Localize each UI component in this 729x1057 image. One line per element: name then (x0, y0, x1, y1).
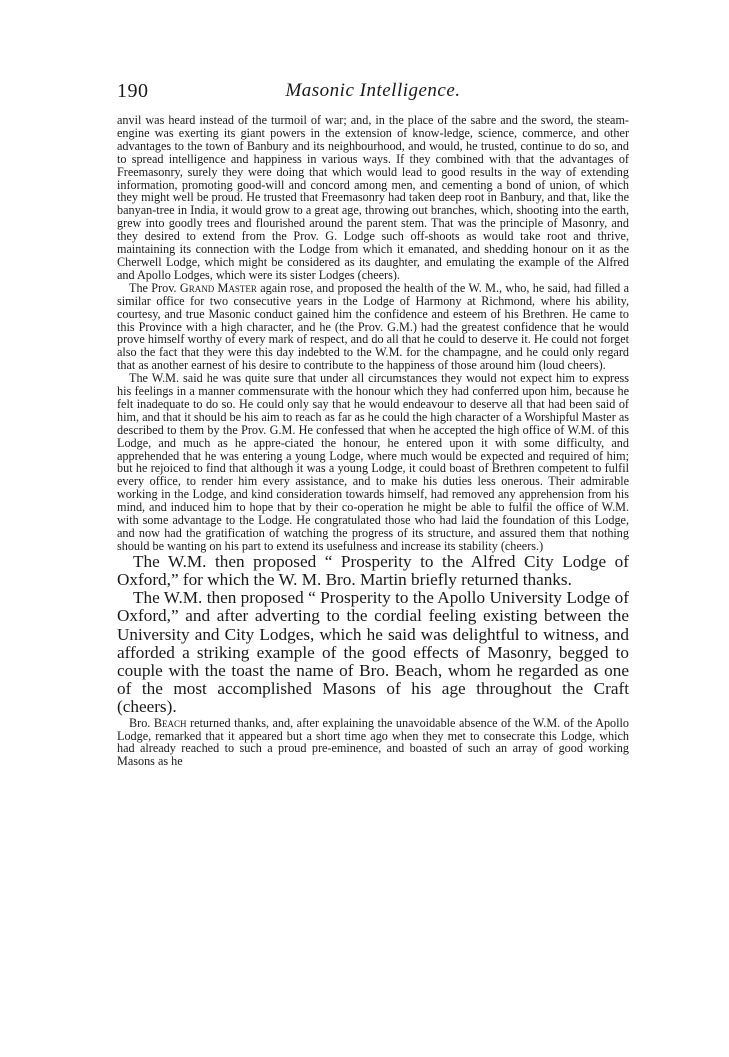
paragraph-lead-text: The Prov. (129, 280, 180, 295)
page-number: 190 (117, 80, 149, 102)
speaker-name: Grand Master (179, 280, 257, 295)
paragraph-lead-text: Bro. (129, 715, 154, 730)
paragraph-apollo-lodge-toast: The W.M. then proposed “ Prosperity to the Apollo University Lodge of Oxford,” and after adverting to the cordial feeling existing between the University and City Lodges, which he said was delightful to witness, and afforded a striking example of the good effects of Masonry, begged to couple with the toast the name of Bro. Beach, whom he regarded as one of the most accomplished Masons of his age throughout the Craft (cheers). (117, 588, 629, 717)
paragraph-wm-reply: The W.M. said he was quite sure that under all circumstances they would not expect him to express his feelings in a manner commensurate with the honour which they had conferred upon him, because he felt inadequate to do so. He could only say that he would endeavour to deserve all that had been said of him, and that it should be his aim to reach as far as he could the high character of a Worshipful Master as described to them by the Prov. G.M. He confessed that when he accepted the high office of W.M. of this Lodge, and much as he appre-ciated the honour, he entered upon it with some difficulty, and apprehended that he was entering a young Lodge, where much would be expected and required of him; but he rejoiced to find that although it was a young Lodge, it could boast of Brethren competent to fulfil every office, to render him every assistance, and to make his duties less onerous. Their admirable working in the Lodge, and kind consideration towards himself, had removed any apprehension from his mind, and induced him to hope that by their co-operation he might be able to fulfil the office of W.M. with some advantage to the Lodge. He congratulated those who had laid the foundation of this Lodge, and now had the gratification of watching the progress of its structure, and assured them that nothing should be wanting on his part to extend its usefulness and increase its stability (cheers.) (117, 371, 629, 553)
page (117, 80, 629, 768)
page-header (117, 80, 629, 106)
paragraph-grand-master-toast (117, 282, 629, 372)
paragraph-body-text: again rose, and proposed the health of the W. M., who, he said, had filled a similar office for two consecutive years in the Lodge of Harmony at Richmond, where his ability, courtesy, and true Masonic conduct gained him the confidence and esteem of his Brethren. He came to this Province with a high character, and he (the Prov. G.M.) had the greatest confidence that he would prove himself worthy of every mark of respect, and do all that he could to deserve it. He could not forget also the fact that they were this day indebted to the W.M. for the champagne, and he could only regard that as another earnest of his desire to contribute to the happiness of those around him (loud cheers). (117, 280, 629, 373)
paragraph-alfred-lodge-toast: The W.M. then proposed “ Prosperity to the Alfred City Lodge of Oxford,” for which the W. M. Bro. Martin briefly returned thanks. (117, 551, 629, 590)
speaker-name: Beach (153, 715, 187, 730)
running-title: Masonic Intelligence. (285, 80, 461, 101)
paragraph-continuation: anvil was heard instead of the turmoil of war; and, in the place of the sabre and the sword, the steam-engine was exerting its giant powers in the extension of know-ledge, science, commerce, and other advantages to the town of Banbury and its neighbourhood, and would, he trusted, continue to do so, and to spread intelligence and happiness in various ways. If they combined with that the advantages of Freemasonry, surely they were doing that which would lead to good results in the way of extending information, promoting good-will and concord among men, and cementing a bond of union, of which they might well be proud. He trusted that Freemasonry had taken deep root in Banbury, and that, like the banyan-tree in India, it would grow to a great age, throwing out branches, which, shooting into the earth, grew into goodly trees and flourished around the parent stem. That was the principle of Masonry, and they desired to extend from the Prov. G. Lodge such off-shoots as would take root and thrive, maintaining its connection with the Lodge from which it emanated, and shedding honour on it as the Cherwell Lodge, which might be considered as its daughter, and emulating the example of the Alfred and Apollo Lodges, which were its sister Lodges (cheers). (117, 113, 629, 282)
paragraph-beach-reply (117, 717, 629, 769)
paragraph-body-text: returned thanks, and, after explaining the unavoidable absence of the W.M. of the Apollo Lodge, remarked that it appeared but a short time ago when they met to consecrate this Lodge, which had already reached to such a proud pre-eminence, and boasted of such an array of good working Masons as he (117, 715, 630, 769)
